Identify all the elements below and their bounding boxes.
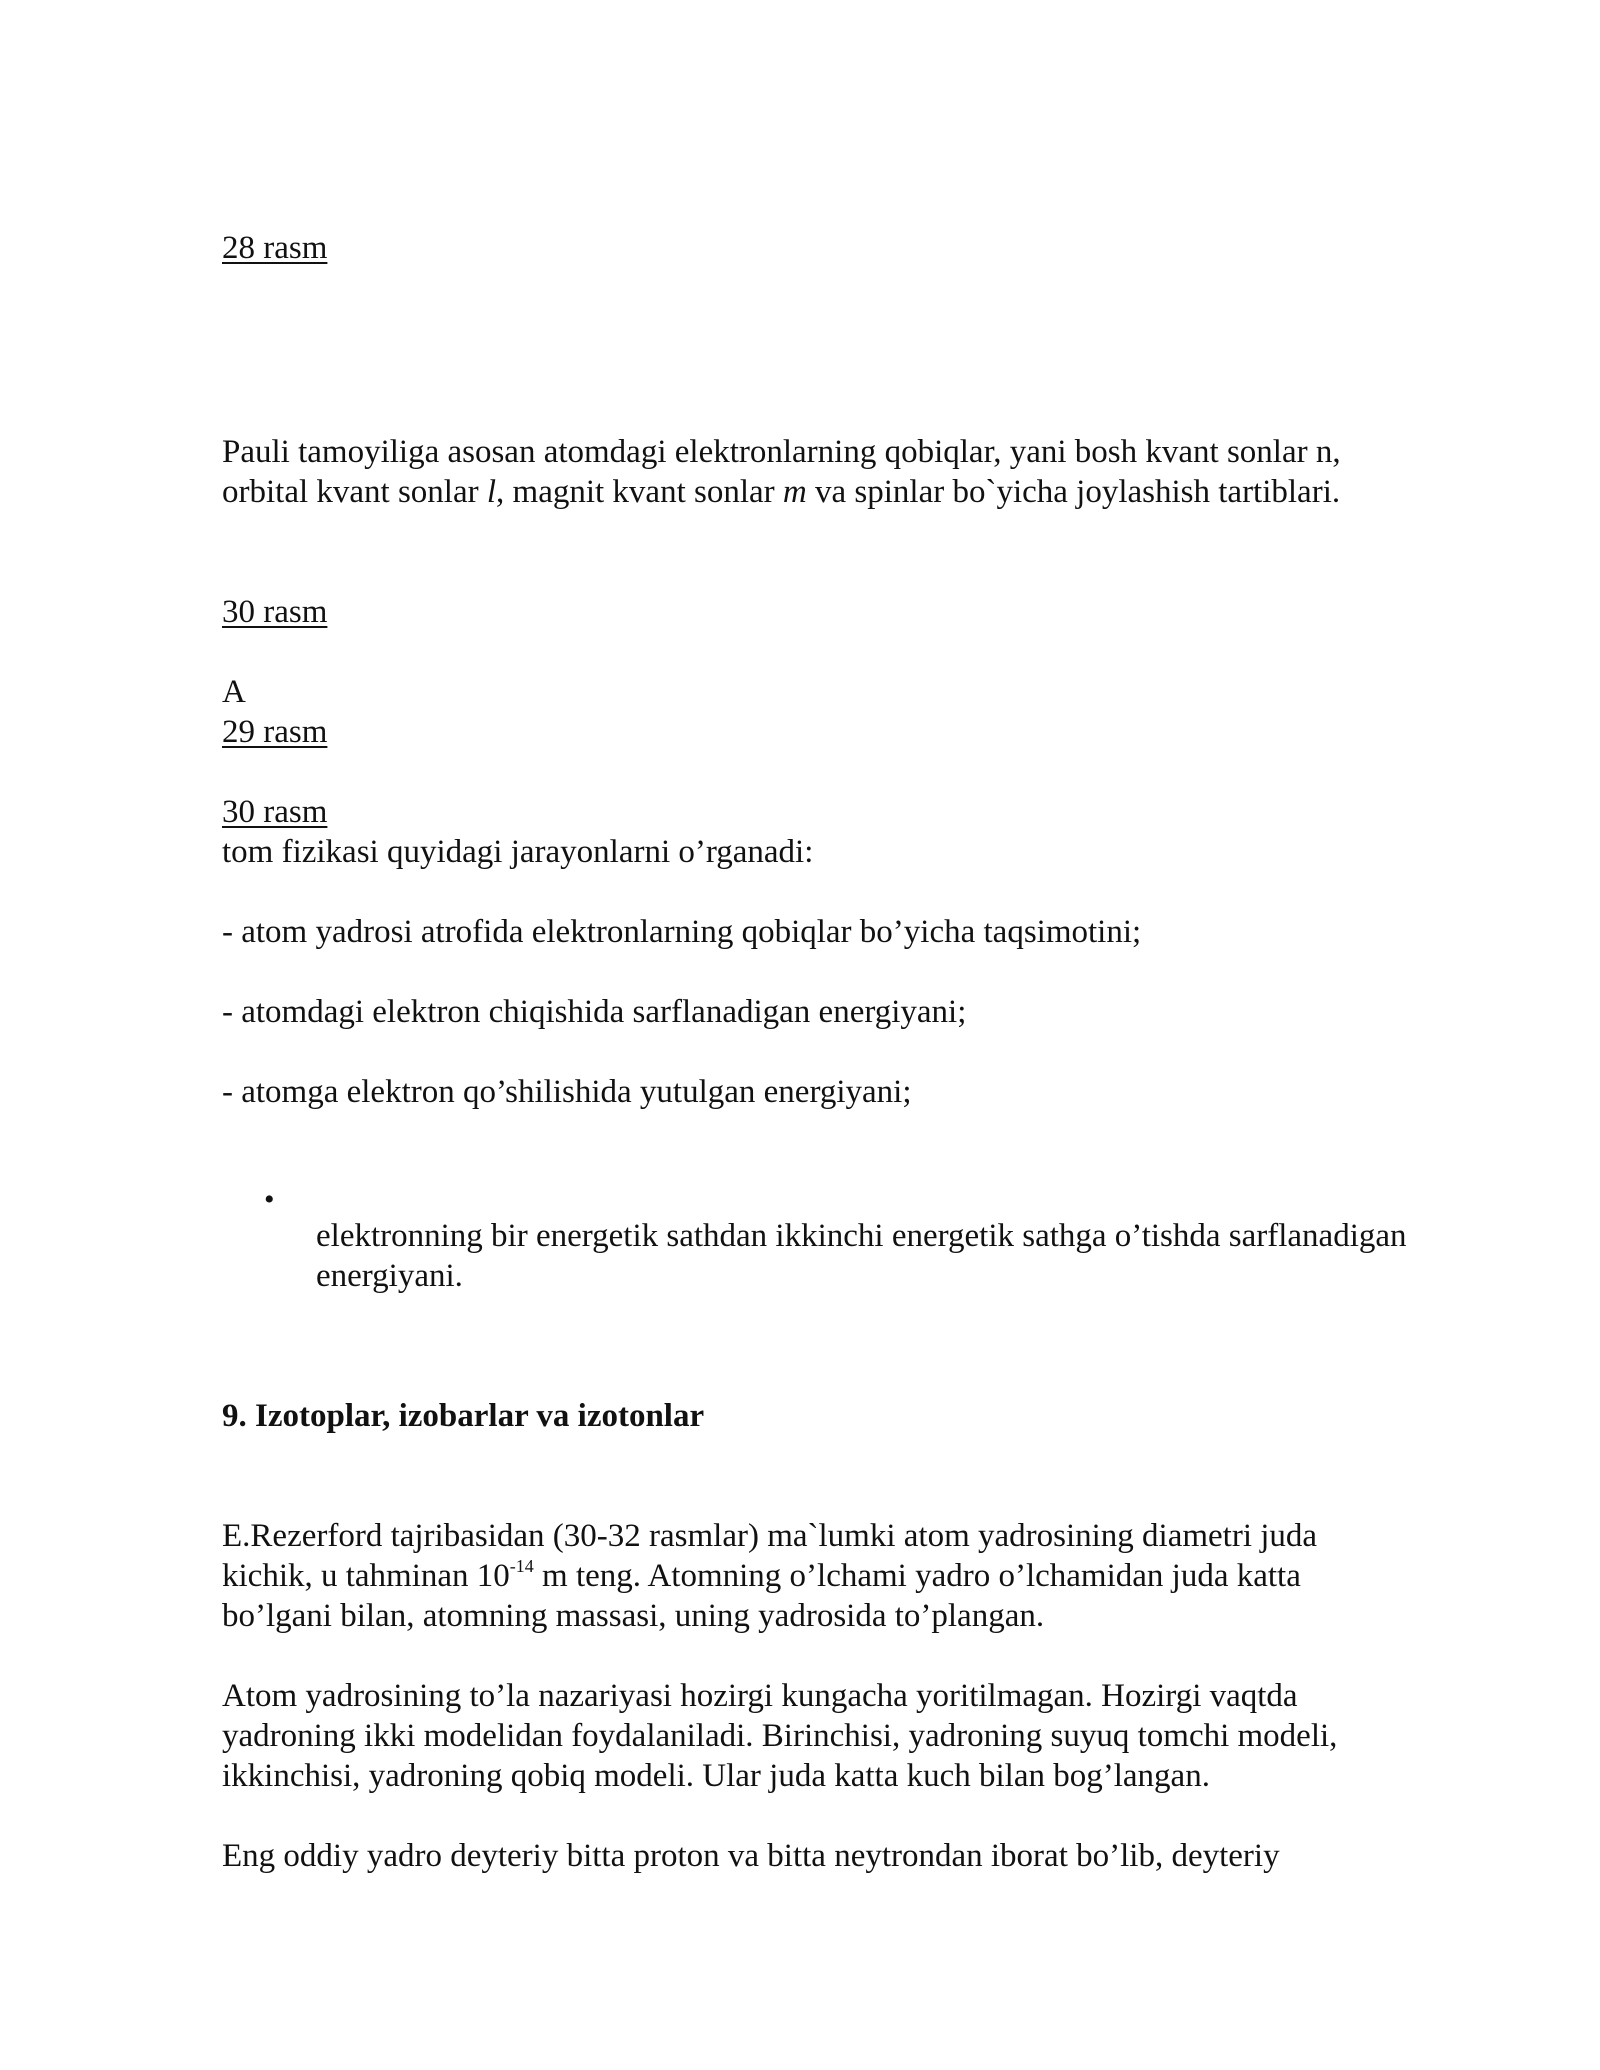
atom-physics-intro: tom fizikasi quyidagi jarayonlarni o’rganadi: (222, 834, 814, 870)
para2-line-3: ikkinchisi, yadroning qobiq modeli. Ular juda katta kuch bilan bog’langan. (222, 1758, 1210, 1794)
pauli-line-2-b: , magnit kvant sonlar (496, 474, 783, 510)
figure-caption-28: 28 rasm (222, 230, 328, 266)
figure-caption-30-second: 30 rasm (222, 794, 328, 830)
bullet-icon: • (264, 1183, 275, 1216)
atom-physics-bullet-item: elektronning bir energetik sathdan ikkinchi energetik sathga o’tishda sarflanadigan energiyani. (316, 1218, 1407, 1294)
para3-line-1: Eng oddiy yadro deyteriy bitta proton va bitta neytrondan iborat bo’lib, deyteriy (222, 1838, 1280, 1874)
letter-a: A (222, 674, 246, 710)
figure-caption-30-first: 30 rasm (222, 594, 328, 630)
atom-physics-item-2: - atomdagi elektron chiqishida sarflanadigan energiyani; (222, 994, 967, 1030)
pauli-line-2-c: va spinlar bo`yicha joylashish tartiblari. (806, 474, 1341, 510)
atom-physics-item-3: - atomga elektron qo’shilishida yutulgan energiyani; (222, 1074, 912, 1110)
para2-line-2: yadroning ikki modelidan foydalaniladi. Birinchisi, yadroning suyuq tomchi modeli, (222, 1718, 1338, 1754)
para1-line-1: E.Rezerford tajribasidan (30-32 rasmlar) ma`lumki atom yadrosining diametri juda (222, 1518, 1318, 1554)
para2-line-1: Atom yadrosining to’la nazariyasi hozirgi kungacha yoritilmagan. Hozirgi vaqtda (222, 1678, 1298, 1714)
pauli-line-1: Pauli tamoyiliga asosan atomdagi elektronlarning qobiqlar, yani bosh kvant sonlar n, (222, 434, 1341, 470)
pauli-line-2 (222, 472, 1340, 512)
para1-line-2 (222, 1556, 1301, 1596)
orbital-symbol-l: l (486, 474, 497, 510)
magnetic-symbol-m: m (782, 474, 807, 510)
exponent-superscript: -14 (509, 1556, 534, 1576)
pauli-line-2-a: orbital kvant sonlar (222, 474, 487, 510)
para1-line-2-a: kichik, u tahminan 10 (222, 1558, 510, 1594)
para1-line-3: bo’lgani bilan, atomning massasi, uning yadrosida to’plangan. (222, 1598, 1045, 1634)
section-heading: 9. Izotoplar, izobarlar va izotonlar (222, 1398, 705, 1434)
atom-physics-item-1: - atom yadrosi atrofida elektronlarning qobiqlar bo’yicha taqsimotini; (222, 914, 1142, 950)
para1-line-2-b: m teng. Atomning o’lchami yadro o’lchamidan juda katta (533, 1558, 1301, 1594)
figure-caption-29: 29 rasm (222, 714, 328, 750)
